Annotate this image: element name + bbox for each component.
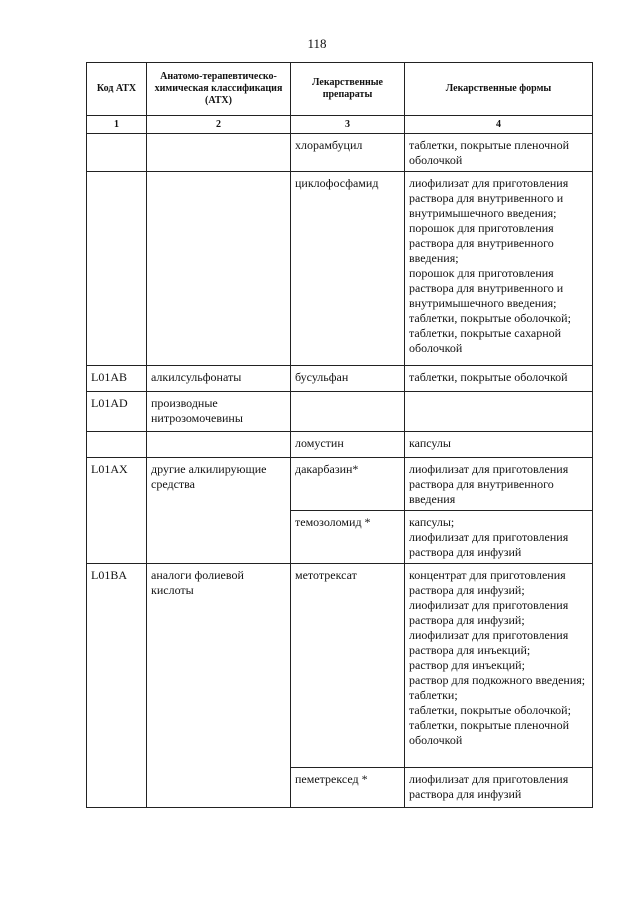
dosage-form: лиофилизат для приготовления раствора для инфузий; <box>409 598 569 627</box>
forms-cell <box>405 564 593 768</box>
forms-cell <box>405 392 593 432</box>
table-row <box>87 458 593 511</box>
atc-code-cell <box>87 134 147 172</box>
atc-code-cell: L01AD <box>87 392 147 432</box>
table-row <box>87 366 593 392</box>
dosage-form: таблетки, покрытые пленочной оболочкой <box>409 718 570 747</box>
classification-cell: алкилсульфонаты <box>147 366 291 392</box>
forms-cell <box>405 458 593 511</box>
forms-cell <box>405 172 593 366</box>
drug-cell: метотрексат <box>291 564 405 768</box>
column-number-row <box>87 116 593 134</box>
classification-cell <box>147 172 291 366</box>
forms-cell <box>405 432 593 458</box>
atc-code-cell: L01BA <box>87 564 147 808</box>
drug-cell: хлорамбуцил <box>291 134 405 172</box>
drug-cell: циклофосфамид <box>291 172 405 366</box>
dosage-form: лиофилизат для приготовления раствора для инфузий <box>409 772 569 801</box>
dosage-form: концентрат для приготовления раствора для инфузий; <box>409 568 566 597</box>
drug-cell: бусульфан <box>291 366 405 392</box>
dosage-form: таблетки, покрытые оболочкой; <box>409 311 571 325</box>
forms-cell <box>405 366 593 392</box>
atc-code-cell: L01AB <box>87 366 147 392</box>
drug-classification-table <box>86 62 593 808</box>
drug-cell: пеметрексед * <box>291 768 405 808</box>
table-row <box>87 432 593 458</box>
dosage-form: таблетки; <box>409 688 458 702</box>
table-row <box>87 134 593 172</box>
column-number: 3 <box>291 116 405 134</box>
header-forms: Лекарственные формы <box>405 63 593 116</box>
drug-cell <box>291 392 405 432</box>
dosage-form: лиофилизат для приготовления раствора для инъекций; <box>409 628 569 657</box>
forms-cell <box>405 511 593 564</box>
dosage-form: раствор для подкожного введения; <box>409 673 586 687</box>
page-number: 118 <box>307 36 327 51</box>
header-drugs: Лекарственные препараты <box>291 63 405 116</box>
column-number: 4 <box>405 116 593 134</box>
forms-cell <box>405 134 593 172</box>
dosage-form: таблетки, покрытые пленочной оболочкой <box>409 138 570 167</box>
table-header-row <box>87 63 593 116</box>
classification-cell <box>147 134 291 172</box>
header-classification: Анатомо-терапевтическо-химическая классификация (АТХ) <box>147 63 291 116</box>
dosage-form: лиофилизат для приготовления раствора для инфузий <box>409 530 569 559</box>
table-row <box>87 172 593 366</box>
dosage-form: раствор для инъекций; <box>409 658 525 672</box>
dosage-form: таблетки, покрытые сахарной оболочкой <box>409 326 562 355</box>
header-code: Код АТХ <box>87 63 147 116</box>
dosage-form: капсулы; <box>409 515 455 529</box>
dosage-form: порошок для приготовления раствора для внутривенного и внутримышечного введения; <box>409 266 564 310</box>
drug-cell: дакарбазин* <box>291 458 405 511</box>
forms-cell <box>405 768 593 808</box>
column-number: 1 <box>87 116 147 134</box>
drug-cell: ломустин <box>291 432 405 458</box>
atc-code-cell <box>87 432 147 458</box>
classification-cell <box>147 432 291 458</box>
dosage-form: капсулы <box>409 436 451 450</box>
dosage-form: таблетки, покрытые оболочкой <box>409 370 568 384</box>
dosage-form: порошок для приготовления раствора для внутривенного введения; <box>409 221 554 265</box>
dosage-form: лиофилизат для приготовления раствора для внутривенного введения <box>409 462 569 506</box>
classification-cell: аналоги фолиевой кислоты <box>147 564 291 808</box>
drug-cell: темозоломид * <box>291 511 405 564</box>
dosage-form: лиофилизат для приготовления раствора для внутривенного и внутримышечного введения; <box>409 176 569 220</box>
dosage-form: таблетки, покрытые оболочкой; <box>409 703 571 717</box>
atc-code-cell: L01AX <box>87 458 147 564</box>
atc-code-cell <box>87 172 147 366</box>
column-number: 2 <box>147 116 291 134</box>
table-row <box>87 564 593 768</box>
table-row <box>87 392 593 432</box>
classification-cell: другие алкилирующие средства <box>147 458 291 564</box>
classification-cell: производные нитрозомочевины <box>147 392 291 432</box>
